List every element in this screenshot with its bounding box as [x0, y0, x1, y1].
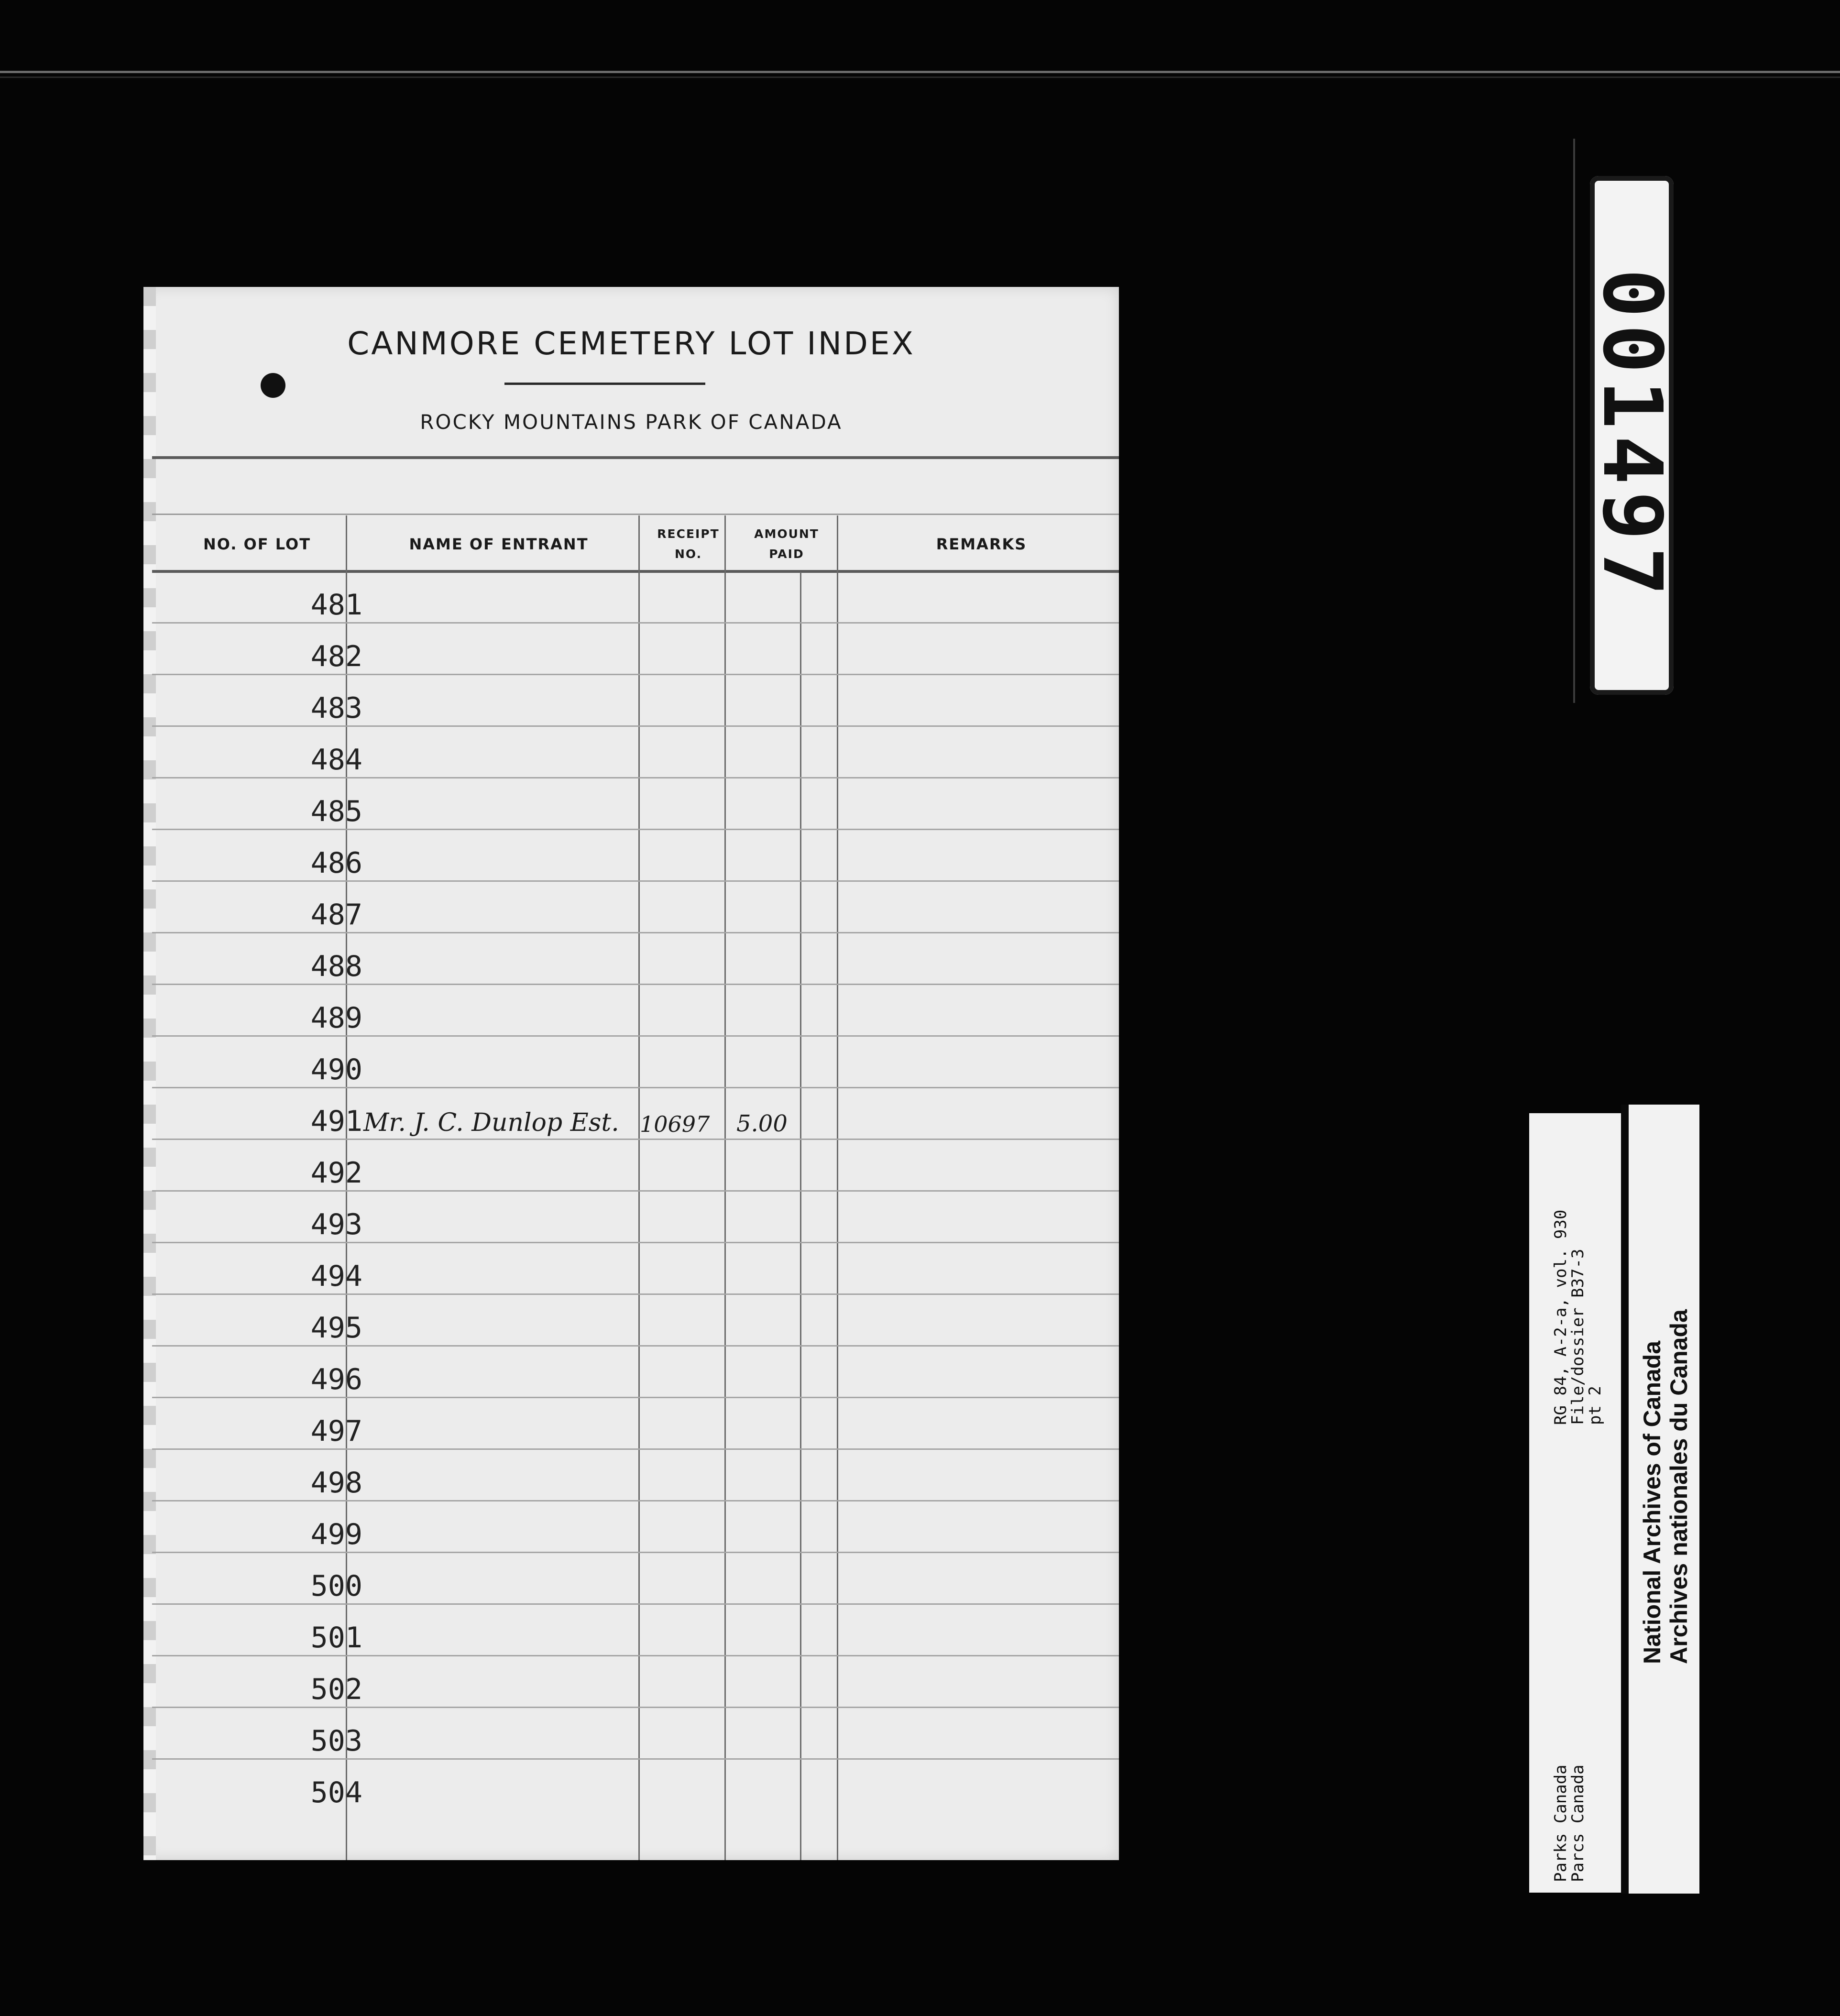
- lot-number: 497: [310, 1414, 362, 1448]
- table-row: [143, 1140, 1119, 1192]
- table-row: [143, 1347, 1119, 1398]
- stamp-agency-fr: Parcs Canada: [1568, 1764, 1588, 1882]
- cemetery-lot-index-card: [143, 287, 1119, 1860]
- lot-number: 502: [310, 1673, 362, 1706]
- lot-number: 482: [310, 640, 362, 673]
- header-lot: NO. OF LOT: [203, 535, 311, 553]
- table-row: [143, 675, 1119, 727]
- lot-number: 492: [310, 1156, 362, 1190]
- lot-number: 504: [310, 1776, 362, 1809]
- table-row: [143, 1088, 1119, 1140]
- microfilm-reference-label: [1584, 176, 1679, 695]
- stamp-ref-line2: File/dossier B37-3: [1568, 1249, 1588, 1425]
- film-frame-tick: [1573, 139, 1575, 703]
- stamp-naac-fr: Archives nationales du Canada: [1665, 1309, 1692, 1664]
- header-top-rule: [152, 456, 1119, 459]
- header-amount-line1: AMOUNT: [754, 527, 819, 541]
- film-top-border: [0, 71, 1840, 73]
- stamp-ref-line3: pt 2: [1586, 1386, 1605, 1425]
- lot-number: 503: [310, 1724, 362, 1758]
- lot-number: 500: [310, 1569, 362, 1603]
- header-band-rule: [152, 514, 1119, 515]
- lot-number: 499: [310, 1518, 362, 1551]
- header-receipt-line2: NO.: [674, 547, 702, 561]
- title-underline: [504, 383, 705, 385]
- header-amount-line2: PAID: [769, 547, 804, 561]
- lot-number: 491: [310, 1105, 362, 1138]
- table-row: [143, 624, 1119, 675]
- table-row: [143, 1760, 1119, 1811]
- table-row: [143, 1656, 1119, 1708]
- stamp-naac-en: National Archives of Canada: [1639, 1340, 1665, 1664]
- table-row: [143, 1501, 1119, 1553]
- stamp-ref-line1: RG 84, A-2-a, vol. 930: [1551, 1209, 1570, 1425]
- lot-number: 489: [310, 1001, 362, 1035]
- table-row: [143, 778, 1119, 830]
- lot-number: 486: [310, 846, 362, 880]
- lot-number: 488: [310, 950, 362, 983]
- table-row: [143, 1398, 1119, 1450]
- table-row: [143, 1605, 1119, 1656]
- table-row: [143, 572, 1119, 624]
- table-row: [143, 1708, 1119, 1760]
- amount-paid: 5.00: [736, 1110, 788, 1137]
- table-row: [143, 727, 1119, 778]
- receipt-number: 10697: [640, 1111, 710, 1137]
- lot-number: 493: [310, 1208, 362, 1241]
- table-row: [143, 933, 1119, 985]
- table-row: [143, 1450, 1119, 1501]
- header-receipt: [646, 516, 730, 572]
- lot-number: 485: [310, 795, 362, 828]
- reference-number: 001497: [1584, 268, 1679, 603]
- stamp-agency-en: Parks Canada: [1551, 1764, 1570, 1882]
- film-top-border-secondary: [0, 77, 1840, 78]
- stamp-divider: [1621, 1105, 1629, 1894]
- lot-number: 487: [310, 898, 362, 931]
- table-row: [143, 1037, 1119, 1088]
- punch-hole: [261, 373, 285, 398]
- header-remarks: REMARKS: [936, 535, 1027, 553]
- lot-number: 483: [310, 691, 362, 725]
- header-receipt-line1: RECEIPT: [657, 527, 720, 541]
- header-amount: [732, 516, 842, 572]
- entrant-name: Mr. J. C. Dunlop Est.: [363, 1108, 619, 1137]
- table-row: [143, 1553, 1119, 1605]
- table-row: [143, 1243, 1119, 1295]
- lot-number: 498: [310, 1466, 362, 1500]
- lot-number: 494: [310, 1260, 362, 1293]
- table-row: [143, 1295, 1119, 1347]
- lot-number: 481: [310, 588, 362, 622]
- lot-number: 484: [310, 743, 362, 777]
- table-row: [143, 985, 1119, 1037]
- card-subtitle: ROCKY MOUNTAINS PARK OF CANADA: [420, 410, 843, 434]
- lot-number: 496: [310, 1363, 362, 1396]
- lot-number: 490: [310, 1053, 362, 1086]
- lot-number: 495: [310, 1311, 362, 1345]
- header-entrant: NAME OF ENTRANT: [409, 535, 589, 553]
- lot-number: 501: [310, 1621, 362, 1654]
- table-row: [143, 882, 1119, 933]
- table-row: [143, 830, 1119, 882]
- table-row: [143, 1192, 1119, 1243]
- card-title: CANMORE CEMETERY LOT INDEX: [347, 325, 915, 362]
